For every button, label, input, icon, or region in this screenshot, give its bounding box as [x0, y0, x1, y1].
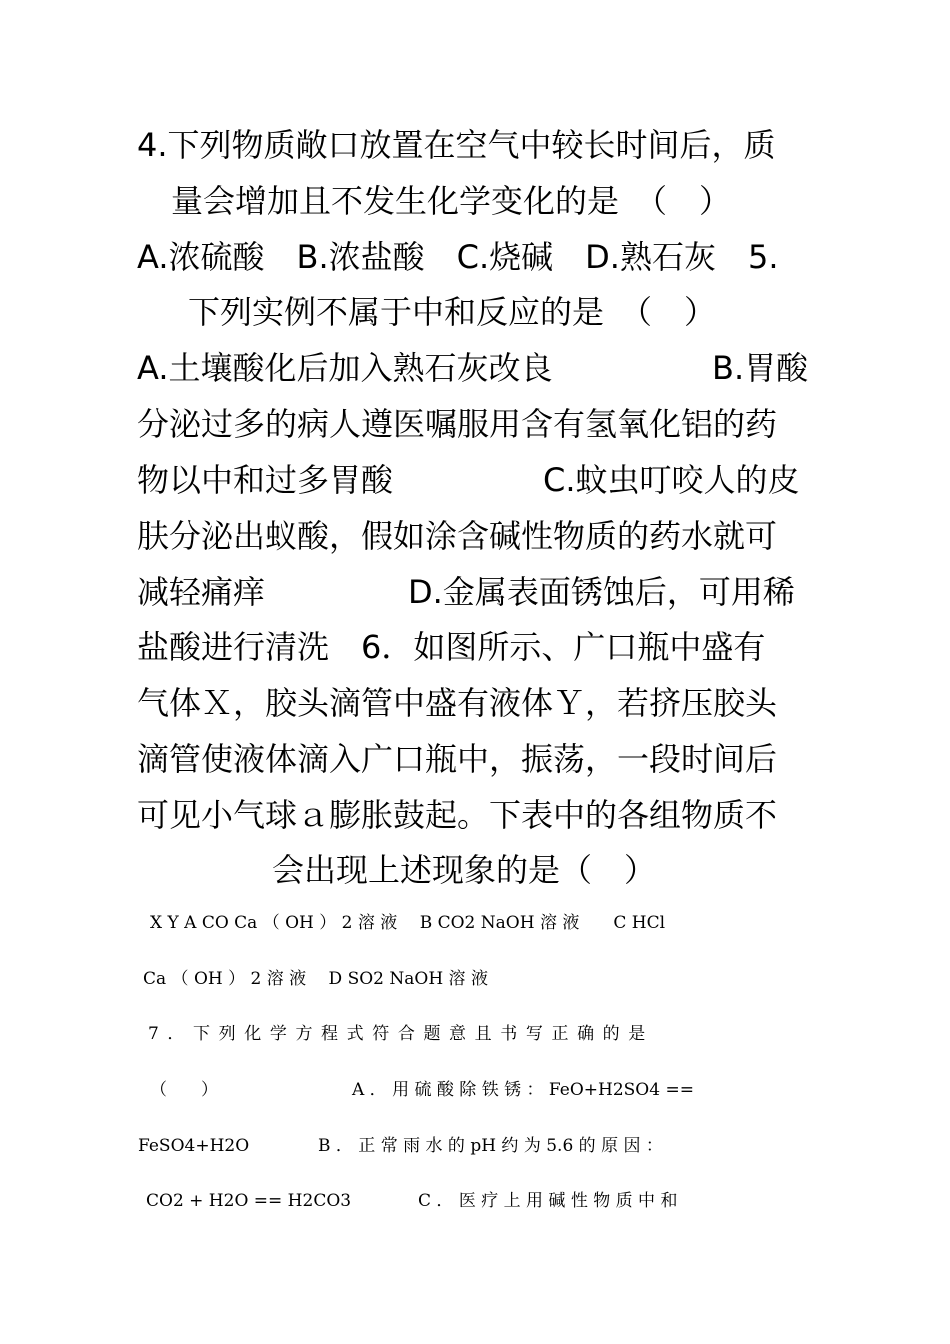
table-line: X Y A CO Ca （ OH ） 2 溶 液 B CO2 NaOH 溶 液 C HCl — [150, 913, 666, 933]
text-line: 物以中和过多胃酸 — [137, 461, 394, 499]
text-line: 下列实例不属于中和反应的是 （ ） — [188, 293, 717, 331]
text-line: A.浓硫酸 B.浓盐酸 C.烧碱 D.熟石灰 5. — [137, 238, 779, 276]
text-line: 可见小气球ａ膨胀鼓起。下表中的各组物质不 — [137, 796, 778, 834]
question-line: FeSO4+H2O — [138, 1136, 250, 1156]
text-line: 分泌过多的病人遵医嘱服用含有氢氧化铝的药 — [137, 405, 778, 443]
text-line: 滴管使液体滴入广口瓶中，振荡，一段时间后 — [137, 740, 778, 778]
text-line: 会出现上述现象的是（ ） — [272, 851, 657, 889]
question-line: C ． 医 疗 上 用 碱 性 物 质 中 和 — [418, 1191, 678, 1211]
question-line: （ ） — [150, 1080, 218, 1100]
text-line: A.土壤酸化后加入熟石灰改良 — [137, 349, 553, 387]
text-line: C.蚊虫叮咬人的皮 — [543, 461, 800, 499]
text-line: 减轻痛痒 — [137, 573, 266, 611]
text-line: D.金属表面锈蚀后，可用稀 — [408, 573, 795, 611]
text-line: 肤分泌出蚁酸，假如涂含碱性物质的药水就可 — [137, 517, 778, 555]
question-line: A ． 用 硫 酸 除 铁 锈 ： FeO+H2SO4 == — [352, 1080, 694, 1100]
text-line: 量会增加且不发生化学变化的是 （ ） — [171, 182, 732, 220]
text-line: 4.下列物质敞口放置在空气中较长时间后，质 — [137, 126, 776, 164]
text-line: 盐酸进行清洗 6．如图所示、广口瓶中盛有 — [137, 628, 766, 666]
question-line: 7 ． 下 列 化 学 方 程 式 符 合 题 意 且 书 写 正 确 的 是 — [148, 1024, 647, 1044]
table-line: Ca （ OH ） 2 溶 液 D SO2 NaOH 溶 液 — [143, 969, 488, 989]
question-line: CO2 + H2O == H2CO3 — [146, 1191, 352, 1211]
text-line: 气体Ｘ，胶头滴管中盛有液体Ｙ，若挤压胶头 — [137, 684, 778, 722]
question-line: B ． 正 常 雨 水 的 pH 约 为 5.6 的 原 因 ： — [318, 1136, 663, 1156]
text-line: B.胃酸 — [712, 349, 809, 387]
